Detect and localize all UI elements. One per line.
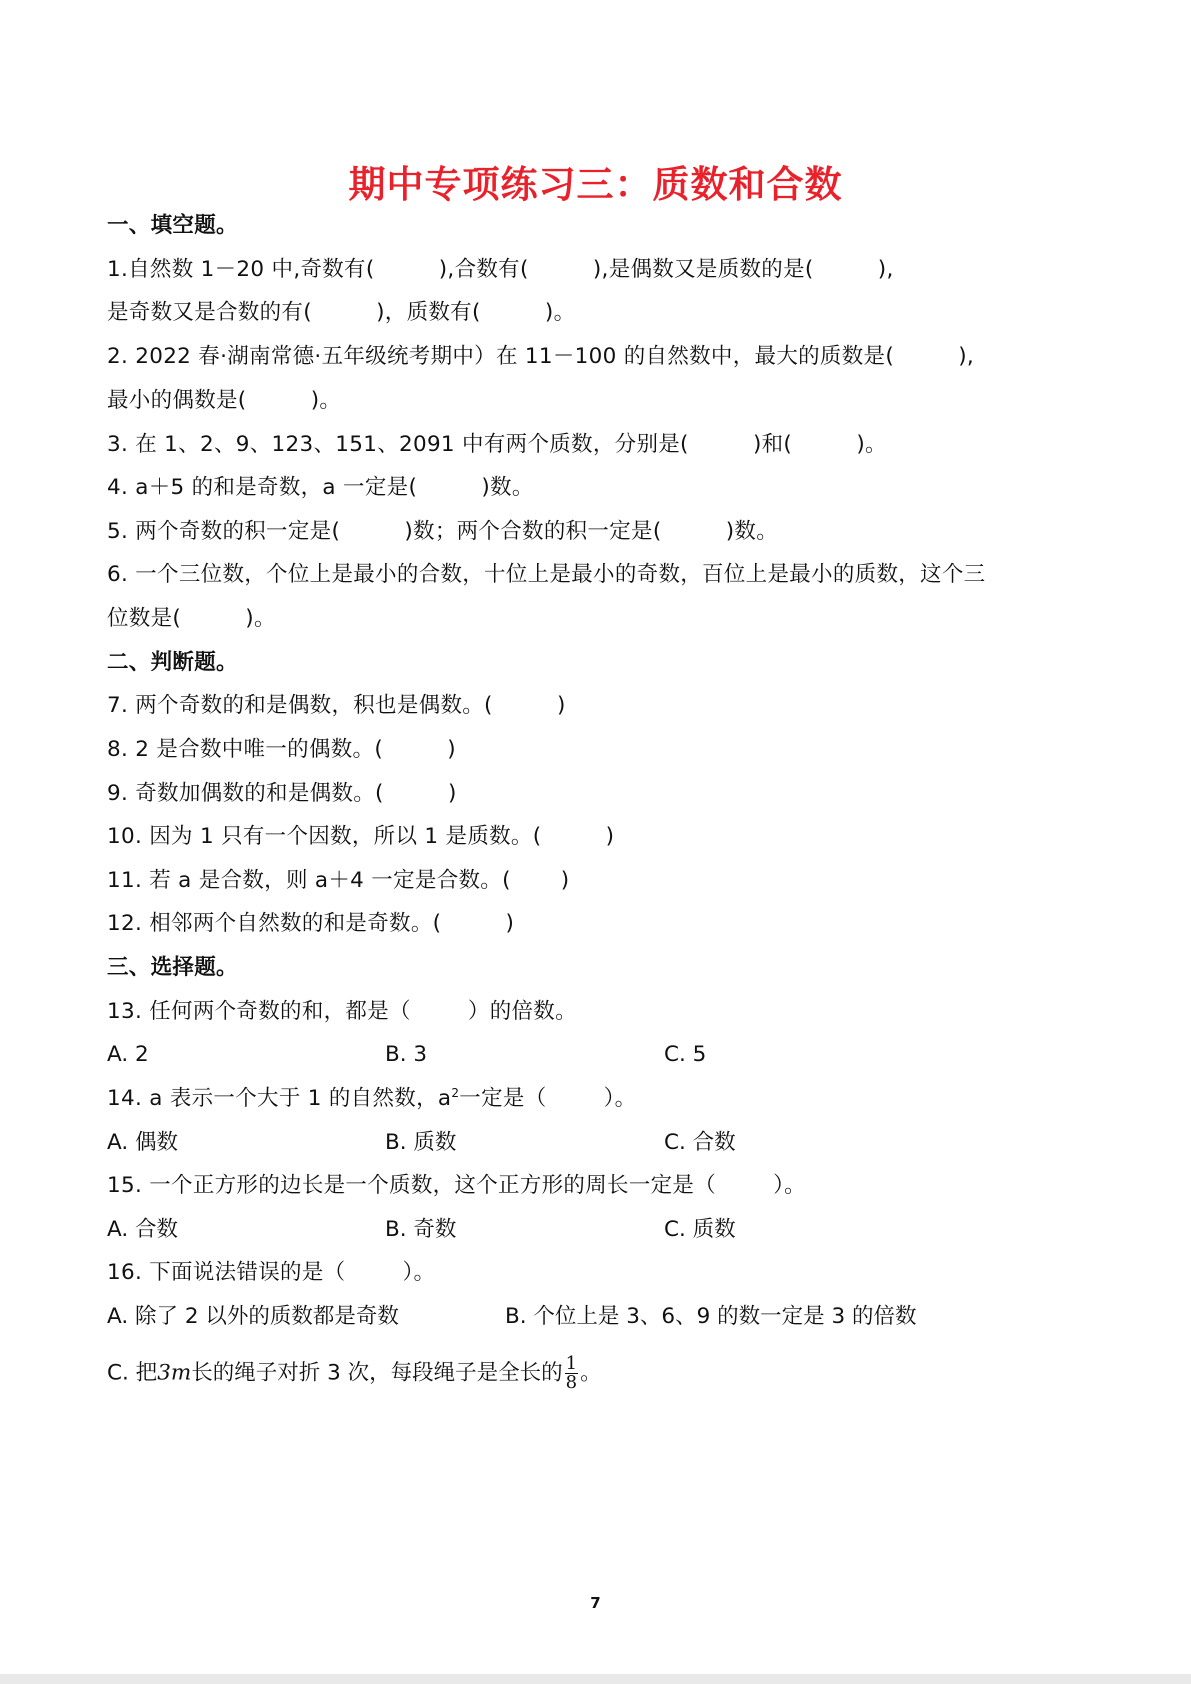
question-2-line-1: 2. 2022 春·湖南常德·五年级统考期中）在 11－100 的自然数中，最大的质数是( ), [107, 344, 975, 369]
question-14 [107, 1084, 1091, 1114]
question-6-line-1: 6. 一个三位数，个位上是最小的合数，十位上是最小的奇数，百位上是最小的质数，这个三 [107, 562, 986, 587]
section-heading-multiple-choice: 三、选择题。 [107, 955, 238, 980]
question-15: 15. 一个正方形的边长是一个质数，这个正方形的周长一定是（ ）。 [107, 1173, 806, 1198]
option-c-text-start: C. 把 [107, 1360, 158, 1386]
question-14-option-c: C. 合数 [664, 1130, 736, 1155]
question-4: 4. a＋5 的和是奇数，a 一定是( )数。 [107, 475, 534, 500]
option-c-text-middle: 长的绳子对折 3 次，每段绳子是全长的 [191, 1360, 563, 1386]
question-14-option-b: B. 质数 [385, 1130, 457, 1155]
question-16-option-c [107, 1355, 602, 1392]
question-7: 7. 两个奇数的和是偶数，积也是偶数。( ) [107, 693, 566, 718]
question-13-option-c: C. 5 [664, 1042, 707, 1067]
question-16-option-b: B. 个位上是 3、6、9 的数一定是 3 的倍数 [505, 1304, 917, 1329]
question-3: 3. 在 1、2、9、123、151、2091 中有两个质数，分别是( )和( )。 [107, 432, 887, 457]
question-14-text-start: 14. a 表示一个大于 1 的自然数，a [107, 1086, 452, 1111]
question-14-exponent: 2 [451, 1085, 460, 1100]
question-16: 16. 下面说法错误的是（ ）。 [107, 1260, 436, 1285]
question-10: 10. 因为 1 只有一个因数，所以 1 是质数。( ) [107, 824, 615, 849]
question-15-option-a: A. 合数 [107, 1217, 178, 1242]
rope-length: 3m [157, 1360, 192, 1386]
question-14-option-a: A. 偶数 [107, 1130, 178, 1155]
page-number: 7 [590, 1594, 601, 1612]
section-heading-true-false: 二、判断题。 [107, 650, 238, 675]
question-1-line-1: 1.自然数 1－20 中,奇数有( ),合数有( ),是偶数又是质数的是( ), [107, 257, 894, 282]
question-8: 8. 2 是合数中唯一的偶数。( ) [107, 737, 456, 762]
question-15-option-c: C. 质数 [664, 1217, 736, 1242]
question-16-option-a: A. 除了 2 以外的质数都是奇数 [107, 1304, 399, 1329]
question-11: 11. 若 a 是合数，则 a＋4 一定是合数。( ) [107, 868, 570, 893]
question-5: 5. 两个奇数的积一定是( )数；两个合数的积一定是( )数。 [107, 519, 779, 544]
option-c-text-end: 。 [580, 1360, 602, 1386]
question-15-option-b: B. 奇数 [385, 1217, 457, 1242]
question-9: 9. 奇数加偶数的和是偶数。( ) [107, 781, 457, 806]
question-13: 13. 任何两个奇数的和，都是（ ）的倍数。 [107, 999, 577, 1024]
page-bottom-edge [0, 1674, 1191, 1684]
question-14-text-end: 一定是（ ）。 [459, 1086, 637, 1111]
fraction-one-eighth [565, 1355, 578, 1392]
page-title: 期中专项练习三：质数和合数 [348, 163, 843, 206]
question-12: 12. 相邻两个自然数的和是奇数。( ) [107, 911, 515, 936]
question-1-line-2: 是奇数又是合数的有( )，质数有( )。 [107, 300, 576, 325]
section-heading-fill-blank: 一、填空题。 [107, 213, 238, 238]
question-2-line-2: 最小的偶数是( )。 [107, 388, 342, 413]
fraction-denominator: 8 [565, 1372, 578, 1393]
fraction-numerator: 1 [565, 1353, 578, 1374]
question-13-option-b: B. 3 [385, 1042, 428, 1067]
question-6-line-2: 位数是( )。 [107, 606, 276, 631]
question-13-option-a: A. 2 [107, 1042, 149, 1067]
